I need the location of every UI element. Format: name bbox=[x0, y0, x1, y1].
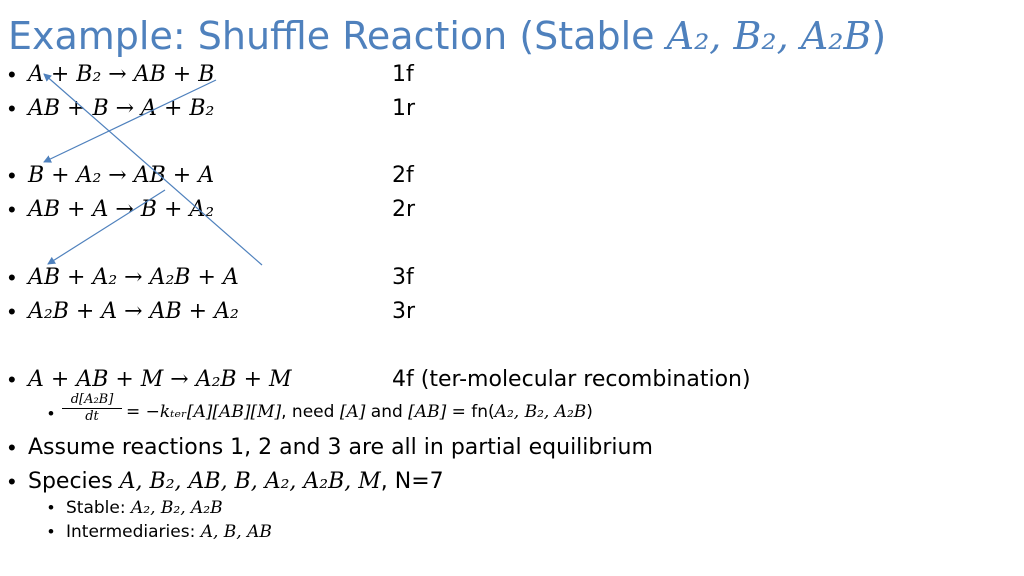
reaction-equation: AB + A₂ → A₂B + A bbox=[28, 265, 239, 290]
reaction-equation: A + B₂ → AB + B bbox=[28, 62, 215, 87]
reaction-label: 2r bbox=[392, 197, 416, 222]
reaction-equation: A₂B + A → AB + A₂ bbox=[28, 299, 239, 324]
title-prefix: Example: Shuffle Reaction (Stable bbox=[8, 14, 667, 58]
fn-close: ) bbox=[586, 402, 593, 422]
rate-numerator: d[A₂B] bbox=[62, 392, 122, 409]
need-ab: [AB] bbox=[408, 402, 447, 422]
bullet: • bbox=[8, 299, 16, 324]
stable-list: A₂, B₂, A₂B bbox=[130, 498, 223, 518]
reaction-equation: AB + A → B + A₂ bbox=[28, 197, 215, 222]
reaction-label: 4f (ter-molecular recombination) bbox=[392, 367, 751, 392]
species-count: , N=7 bbox=[380, 469, 444, 494]
bullet: • bbox=[8, 163, 16, 188]
sub-bullet: • bbox=[48, 498, 54, 517]
bullet: • bbox=[8, 367, 16, 392]
need-a: [A] bbox=[339, 402, 366, 422]
reaction-equation: AB + B → A + B₂ bbox=[28, 96, 215, 121]
bullet: • bbox=[8, 62, 16, 87]
fn-text: = fn( bbox=[446, 402, 495, 422]
intermediaries-label: Intermediaries: bbox=[66, 522, 201, 542]
bullet: • bbox=[8, 469, 16, 494]
bullet: • bbox=[8, 265, 16, 290]
species-label: Species bbox=[28, 469, 120, 494]
bullet: • bbox=[8, 96, 16, 121]
title-suffix: ) bbox=[871, 14, 887, 58]
reaction-label: 1r bbox=[392, 96, 416, 121]
reaction-label: 1f bbox=[392, 62, 414, 87]
intermediaries-list: A, B, AB bbox=[200, 522, 272, 542]
bullet: • bbox=[8, 197, 16, 222]
and-text: and bbox=[365, 402, 409, 422]
sub-bullet: • bbox=[48, 522, 54, 541]
reaction-equation: A + AB + M → A₂B + M bbox=[28, 367, 292, 392]
reaction-label: 3r bbox=[392, 299, 416, 324]
sub-bullet: • bbox=[48, 404, 54, 423]
bullet: • bbox=[8, 435, 16, 460]
reaction-label: 3f bbox=[392, 265, 414, 290]
reaction-equation: B + A₂ → AB + A bbox=[28, 163, 215, 188]
rate-rhs: = −kₜₑᵣ[A][AB][M] bbox=[126, 402, 282, 422]
species-list: A, B₂, AB, B, A₂, A₂B, M bbox=[119, 469, 381, 494]
reaction-label: 2f bbox=[392, 163, 414, 188]
rate-denominator: dt bbox=[85, 409, 99, 424]
title-species: A₂, B₂, A₂B bbox=[666, 14, 872, 58]
arrow-3f-to-1f bbox=[44, 74, 262, 265]
assume-text: Assume reactions 1, 2 and 3 are all in partial equilibrium bbox=[28, 435, 653, 460]
arrow-2r-to-3f bbox=[48, 190, 165, 264]
fn-args: A₂, B₂, A₂B bbox=[494, 402, 587, 422]
stable-label: Stable: bbox=[66, 498, 131, 518]
need-text: , need bbox=[281, 402, 340, 422]
